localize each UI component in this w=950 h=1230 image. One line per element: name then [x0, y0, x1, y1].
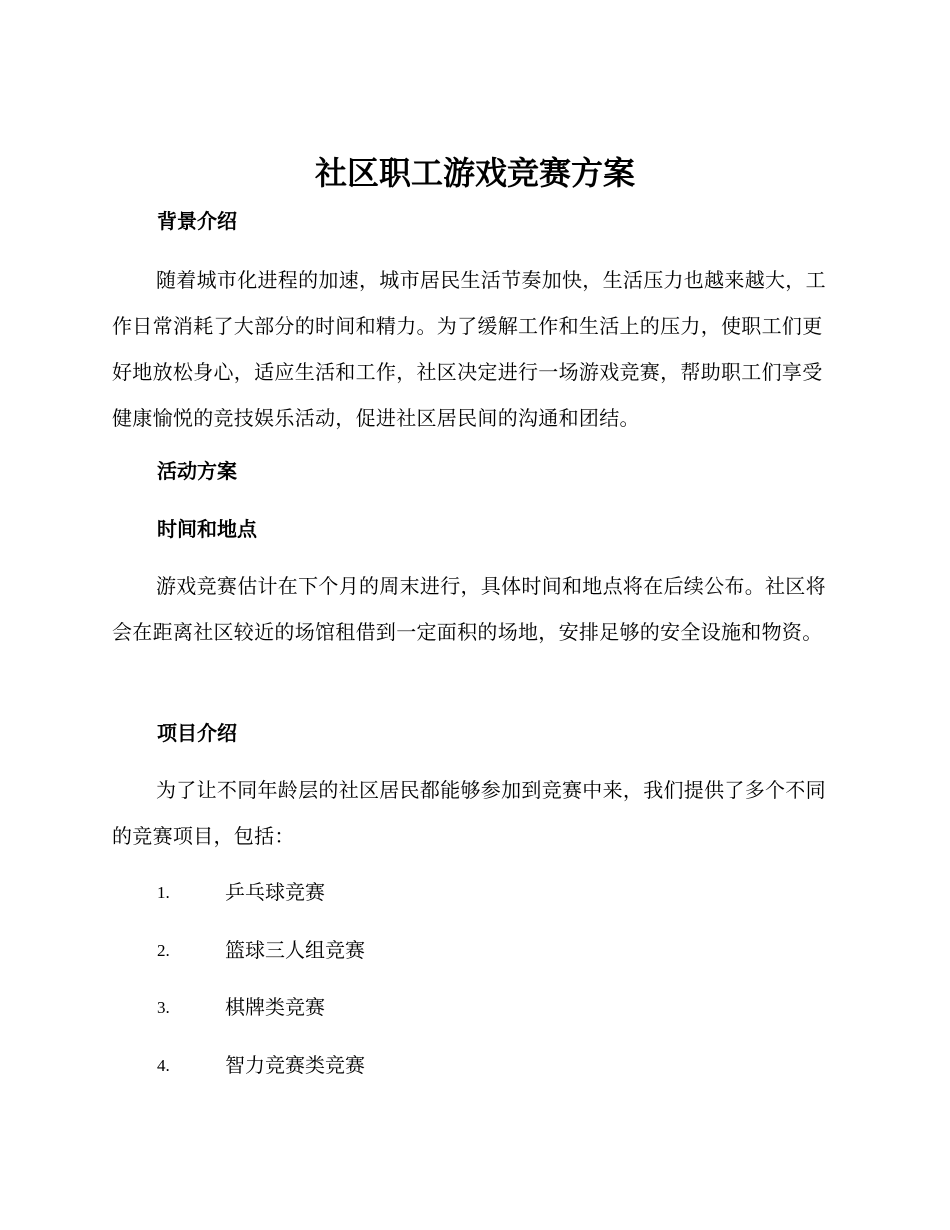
list-item-number: 4. [157, 1056, 170, 1075]
list-item-text: 棋牌类竞赛 [225, 995, 325, 1019]
section-heading-plan: 活动方案 [157, 459, 237, 483]
section-heading-projects: 项目介绍 [157, 721, 237, 745]
section-heading-background: 背景介绍 [157, 209, 237, 233]
list-item-number: 2. [157, 941, 170, 960]
section-heading-time-place: 时间和地点 [157, 517, 257, 541]
list-item-number: 3. [157, 998, 170, 1017]
list-item-text: 乒乓球竞赛 [225, 880, 325, 904]
list-item-text: 篮球三人组竞赛 [225, 938, 365, 962]
list-item-number: 1. [157, 883, 170, 902]
document-title: 社区职工游戏竞赛方案 [314, 154, 635, 192]
paragraph-projects: 为了让不同年龄层的社区居民都能够参加到竞赛中来，我们提供了多个不同的竞赛项目，包括： [112, 778, 826, 848]
paragraph-time-place: 游戏竞赛估计在下个月的周末进行，具体时间和地点将在后续公布。社区将会在距离社区较近的场馆租借到一定面积的场地，安排足够的安全设施和物资。 [112, 574, 826, 644]
list-item-text: 智力竞赛类竞赛 [225, 1053, 365, 1077]
paragraph-background: 随着城市化进程的加速，城市居民生活节奏加快，生活压力也越来越大，工作日常消耗了大部分的时间和精力。为了缓解工作和生活上的压力，使职工们更好地放松身心，适应生活和工作，社区决定进行一场游戏竞赛，帮助职工们享受健康愉悦的竞技娱乐活动，促进社区居民间的沟通和团结。 [112, 268, 826, 430]
